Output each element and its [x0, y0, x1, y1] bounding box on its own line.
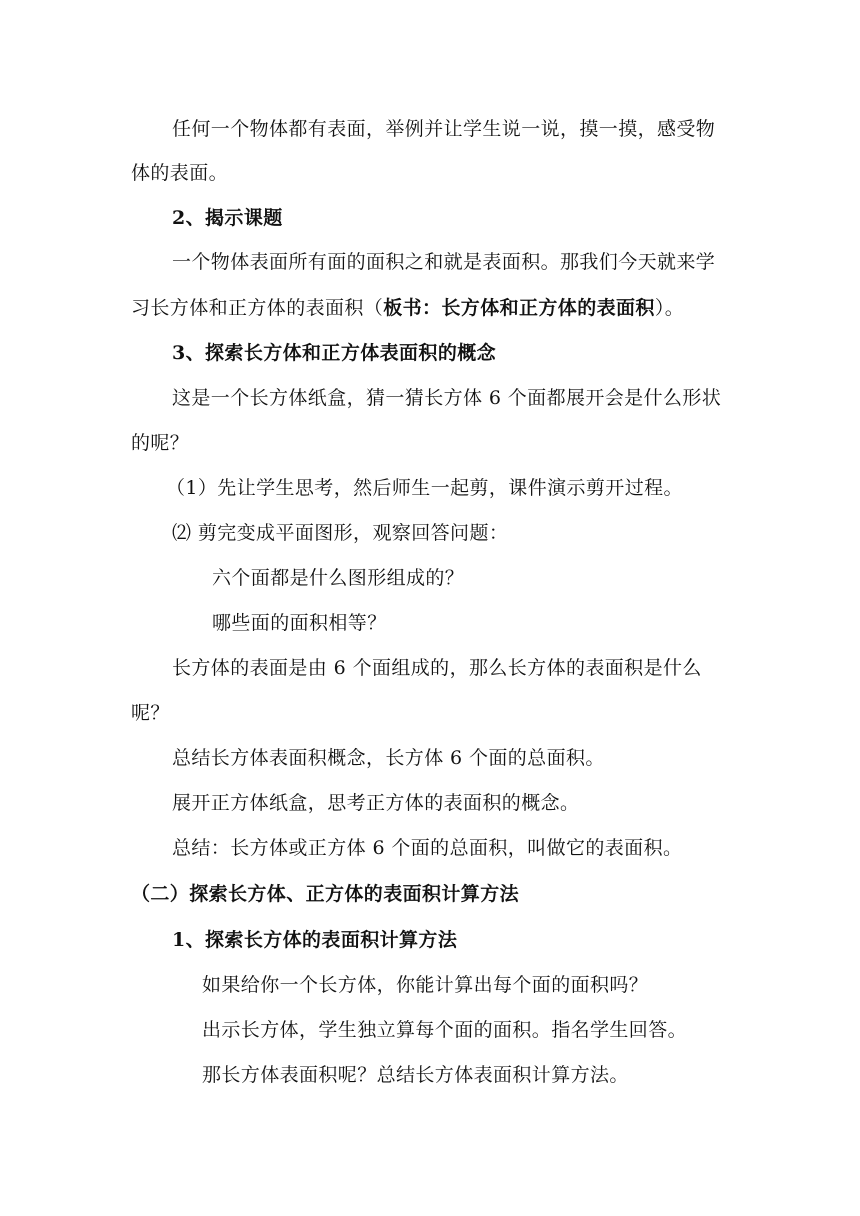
section-heading-2: （二）探索长方体、正方体的表面积计算方法: [131, 883, 520, 905]
list-item-2: ⑵ 剪完变成平面图形，观察回答问题：: [172, 522, 509, 544]
heading-reveal-topic: 2、揭示课题: [172, 207, 283, 229]
paragraph-4-line-1: 长方体的表面是由 6 个面组成的，那么长方体的表面积是什么: [172, 657, 702, 679]
paragraph-7: 总结：长方体或正方体 6 个面的总面积，叫做它的表面积。: [172, 837, 683, 859]
question-1: 六个面都是什么图形组成的？: [212, 567, 465, 589]
list-item-1: （1）先让学生思考，然后师生一起剪，课件演示剪开过程。: [166, 477, 683, 499]
paragraph-4-line-2: 呢？: [131, 702, 170, 724]
paragraph-2-line-1: 一个物体表面所有面的面积之和就是表面积。那我们今天就来学: [172, 251, 716, 273]
paragraph-6: 展开正方体纸盒，思考正方体的表面积的概念。: [172, 792, 580, 814]
paragraph-8: 如果给你一个长方体，你能计算出每个面的面积吗？: [202, 974, 649, 996]
paragraph-9: 出示长方体，学生独立算每个面的面积。指名学生回答。: [202, 1019, 688, 1041]
paragraph-3-line-2: 的呢？: [131, 432, 190, 454]
paragraph-3-line-1: 这是一个长方体纸盒，猜一猜长方体 6 个面都展开会是什么形状: [172, 387, 722, 409]
paragraph-1-line-2: 体的表面。: [131, 162, 229, 184]
paragraph-1-line-1: 任何一个物体都有表面，举例并让学生说一说，摸一摸，感受物: [172, 118, 716, 140]
heading-explore-concept: 3、探索长方体和正方体表面积的概念: [172, 342, 497, 364]
question-2: 哪些面的面积相等？: [212, 612, 387, 634]
paragraph-10: 那长方体表面积呢？总结长方体表面积计算方法。: [202, 1064, 629, 1086]
heading-surface-area-method: 1、探索长方体的表面积计算方法: [172, 929, 458, 951]
paragraph-2-line-2: [131, 295, 684, 321]
paragraph-5: 总结长方体表面积概念，长方体 6 个面的总面积。: [172, 747, 605, 769]
blackboard-note: 板书：长方体和正方体的表面积: [383, 297, 655, 319]
paragraph-2-text-after: ）。: [654, 297, 685, 319]
paragraph-2-text-before: 习长方体和正方体的表面积（: [131, 297, 384, 319]
